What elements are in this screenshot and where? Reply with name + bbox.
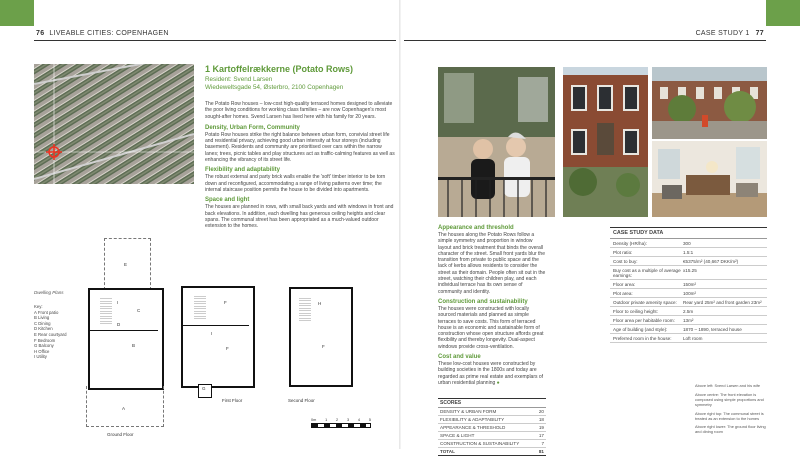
score-row <box>438 408 546 416</box>
photo-communal-street <box>652 67 767 139</box>
second-floor-label: Second Floor <box>288 398 315 403</box>
second-floor-stair <box>299 297 311 323</box>
scale-tick: 1 <box>325 418 328 422</box>
left-header-rule <box>34 40 396 41</box>
room-label-g: G <box>202 386 206 391</box>
key-item: E Rear courtyard <box>34 331 67 337</box>
score-total-label: TOTAL <box>440 449 455 454</box>
data-key: Age of building (and style): <box>613 326 668 332</box>
score-row <box>438 416 546 424</box>
data-key: Buy cost as a multiple of average earnings: <box>613 267 681 278</box>
data-key: Preferred room in the house: <box>613 335 672 341</box>
right-header-rule <box>404 40 766 41</box>
score-value: 19 <box>538 425 544 430</box>
first-floor-stair <box>194 295 206 321</box>
data-key: Density (HR/ha): <box>613 240 647 246</box>
section-text-appearance: The houses along the Potato Rows follow a simple symmetry and proportion in window layout and brick treatment that binds the overall character of the street. Small front yards blur the transition from private to public space and the lack of kerbs allows residents to consider the street as their domain. People often sit out in the street, watching their children play, and each individual terrace has its own sense of community and identity. <box>438 232 546 295</box>
score-value: 7 <box>541 441 544 446</box>
photo-residents <box>438 67 555 217</box>
key-item: C Dining <box>34 320 51 326</box>
section-text-space-light: The houses are planned in rows, with small back yards and with windows in front and back elevations. In addition, each dwelling has generous ceiling heights and clear spans. The communal street has been appropriated as a much-valued outdoor extension to the homes. <box>205 204 394 230</box>
data-row <box>610 334 767 343</box>
first-floor-label: First Floor <box>222 398 243 403</box>
project-title: 1 Kartoffelrækkerne (Potato Rows) <box>205 64 354 74</box>
photo-living-room <box>652 141 767 217</box>
data-row <box>610 239 767 248</box>
data-value: 300 <box>683 240 691 246</box>
data-value: 100m² <box>683 290 697 296</box>
score-label: FLEXIBILITY & ADAPTABILITY <box>440 417 505 422</box>
section-text-density: Potato Row houses strike the right balance between urban form, convivial street life and residential privacy, achieving good urban intensity at four storeys (including basement). Residents and community are prioritised over cars within the narrow lanes; trees, picnic tables and play structures act as traffic-calming features as well as enhancing the vibrancy of its street life. <box>205 131 395 164</box>
key-item: D Kitchen <box>34 326 53 332</box>
ground-floor-label: Ground Floor <box>107 432 134 437</box>
data-value: 1870 – 1890, terraced house <box>683 326 742 332</box>
first-floor-partition <box>183 325 249 326</box>
section-heading-construction: Construction and sustainability <box>438 298 528 305</box>
data-value: 13m² <box>683 317 694 323</box>
room-label-i: I <box>117 300 119 305</box>
data-row <box>610 298 767 307</box>
left-page-number: 76 <box>36 30 45 37</box>
section-text-construction: The houses were constructed with locally sourced materials and planned as simple terraces to save costs. This form of terraced house is an economic and sustainable form of construction whose open structure affords great flexibility and thereby longevity. Dual-aspect windows provide cross-ventilation. <box>438 305 544 350</box>
caption: Above centre: The front elevation is composed using simple proportions and symmetry <box>695 391 764 407</box>
data-row <box>610 257 767 266</box>
resident-name: Resident: Svend Larsen <box>205 76 273 83</box>
photo-front-elevation <box>563 67 648 217</box>
data-value: Loft room <box>683 335 703 341</box>
caption: Above right lower: The ground floor living and dining room <box>695 424 766 435</box>
cost-text: These low-cost houses were constructed by building societies in the 1800s and today are regarded as prime real estate and exemplars of urban residential planning <box>438 361 544 386</box>
aerial-photo <box>34 64 194 184</box>
right-page-number: 77 <box>755 30 764 37</box>
case-study-data-table <box>610 227 767 343</box>
data-row <box>610 325 767 334</box>
scale-bar-graphic <box>311 423 371 428</box>
key-item: G Balcony <box>34 343 54 349</box>
score-row <box>438 424 546 432</box>
room-label-e: E <box>124 262 128 267</box>
intro-paragraph: The Potato Row houses – low-cost high-quality terraced homes designed to alleviate the poor living conditions for working class families – are now Copenhagen's most sought-after homes. Svend Larsen has lived here with his family for 20 years. <box>205 101 393 120</box>
data-row <box>610 280 767 289</box>
key-title: Key: <box>34 304 43 309</box>
left-running-header <box>36 30 169 37</box>
caption: Above right top: The communal street is treated as an extension to the homes <box>695 410 764 421</box>
right-running-title: CASE STUDY 1 <box>695 30 750 37</box>
data-value: 1.5:1 <box>683 249 694 255</box>
photo-captions <box>695 384 767 435</box>
project-address: Wiedeweltsgade 54, Østerbro, 2100 Copenhagen <box>205 84 344 91</box>
data-key: Outdoor private amenity space: <box>613 299 677 305</box>
key-item: B Living <box>34 315 50 321</box>
room-label-f-rear: F <box>224 300 227 305</box>
section-heading-space-light: Space and light <box>205 197 250 204</box>
score-row <box>438 432 546 440</box>
data-key: Floor to ceiling height: <box>613 308 658 314</box>
scale-tick: 0m <box>311 418 317 422</box>
section-text-flexibility: The robust external and party brick walls enable the 'soft' timber interior to be torn down and reconfigured, accommodating a range of living patterns over time; the internal staircase position permits the house to be divided into apartments. <box>205 174 386 193</box>
green-bullet-icon: ● <box>496 379 500 386</box>
score-value: 20 <box>538 409 544 414</box>
score-total-row <box>438 448 546 456</box>
data-key: Floor area: <box>613 281 636 287</box>
room-label-b: B <box>132 343 136 348</box>
first-floor-walls <box>181 286 255 388</box>
room-label-h: H <box>318 301 322 306</box>
data-value: 2.5m <box>683 308 694 314</box>
data-row <box>610 307 767 316</box>
scores-title: SCORES <box>438 398 546 408</box>
left-running-title: LIVEABLE CITIES: COPENHAGEN <box>49 30 169 37</box>
right-green-tab <box>766 0 800 26</box>
scale-tick: 5 <box>368 418 371 422</box>
key-item: F Bedroom <box>34 337 56 343</box>
scale-tick: 3 <box>346 418 350 422</box>
scale-bar <box>311 418 371 428</box>
scale-tick: 4 <box>357 418 361 422</box>
left-green-tab <box>0 0 34 26</box>
data-key: Plot area: <box>613 290 633 296</box>
data-value: 150m² <box>683 281 697 287</box>
key-item: A Front patio <box>34 309 59 315</box>
room-label-d: D <box>117 322 121 327</box>
scale-tick: 2 <box>336 418 339 422</box>
key-item: H Office <box>34 348 50 354</box>
score-row <box>438 440 546 448</box>
dwelling-plans-label: Dwelling Plans <box>34 290 64 295</box>
section-text-cost <box>438 361 546 386</box>
rear-courtyard-outline <box>104 238 151 290</box>
section-heading-cost: Cost and value <box>438 354 481 361</box>
caption: Above left: Svend Larsen and his wife <box>695 383 761 388</box>
data-row <box>610 289 767 298</box>
data-value: €5375/m² (40,667 DKK/m²) <box>683 258 739 264</box>
data-row <box>610 266 767 280</box>
score-label: SPACE & LIGHT <box>440 433 475 438</box>
data-key: Plot ratio: <box>613 249 633 255</box>
score-label: DENSITY & URBAN FORM <box>440 409 497 414</box>
room-label-i-first: I <box>211 331 213 336</box>
section-heading-density: Density, Urban Form, Community <box>205 124 300 131</box>
plans-key <box>34 290 84 360</box>
score-label: CONSTRUCTION & SUSTAINABILITY <box>440 441 520 446</box>
room-label-c: C <box>137 308 141 313</box>
data-row <box>610 248 767 257</box>
right-text-column <box>438 225 546 386</box>
room-label-f-front: F <box>226 346 229 351</box>
data-row <box>610 316 767 325</box>
section-heading-appearance: Appearance and threshold <box>438 225 514 231</box>
score-value: 17 <box>538 433 544 438</box>
score-total-value: 81 <box>538 449 544 454</box>
data-value: Rear yard 25m² and front garden 23m² <box>683 299 762 305</box>
key-item: I Utility <box>34 354 47 360</box>
data-key: Cost to buy: <box>613 258 638 264</box>
project-title-block <box>205 64 395 229</box>
room-label-a: A <box>122 406 126 411</box>
score-label: APPEARANCE & THRESHOLD <box>440 425 506 430</box>
case-study-data-title: CASE STUDY DATA <box>610 227 767 239</box>
right-running-header <box>696 30 764 37</box>
ground-floor-stair <box>100 298 112 326</box>
page-gutter <box>399 0 401 449</box>
room-label-f-second: F <box>322 344 325 349</box>
section-heading-flexibility: Flexibility and adaptability <box>205 167 281 174</box>
ground-floor-partition <box>90 330 158 331</box>
score-value: 18 <box>538 417 544 422</box>
data-key: Floor area per habitable room: <box>613 317 675 323</box>
data-value: x15.25 <box>683 267 697 273</box>
scores-table <box>438 398 546 456</box>
